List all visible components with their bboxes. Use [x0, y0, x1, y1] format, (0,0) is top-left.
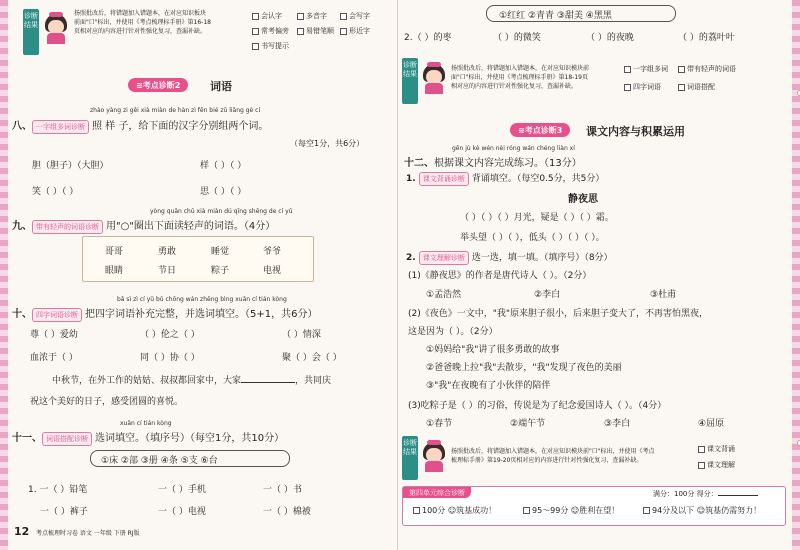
q12-p2-2a: (2)《夜色》一文中，"我"原来胆子很小，后来胆子变大了，不再害怕黑夜，: [408, 309, 709, 319]
right-decorative-border: [792, 0, 800, 550]
page-number: 12: [14, 525, 30, 538]
q10-pinyin: bǎ sì zì cí yǔ bǔ chōng wán zhěng bìng xuǎn cí tián kòng: [117, 296, 287, 303]
q10-sentence-2: 祝这个美好的日子，感受团圆的喜悦。: [30, 397, 184, 407]
option: ②端午节: [510, 419, 546, 429]
checkbox-chang-kao-pian-pang[interactable]: 常考偏旁: [252, 26, 289, 36]
q11-options-box: ①床 ②部 ③册 ④条 ⑤支 ⑥台: [90, 450, 290, 467]
word: 节日: [158, 266, 177, 276]
right-page: [398, 0, 800, 550]
diagnosis-result-tag: 诊断结果: [402, 436, 418, 480]
instruction-text: 扬照批改后，将错题加入错题本，在对应知识模块前 面"口"标出，并使用《考点梳理标手册》第18-19页 相对应的内容进行针对性强化复习，查漏补缺。: [451, 65, 590, 90]
checkbox-yi-cuo-bi-shun[interactable]: 易错笔顺: [297, 26, 334, 36]
unit-banner: 第四单元综合诊断: [403, 487, 471, 498]
smile-icon: ☺: [570, 506, 580, 515]
word: 勇敢: [158, 247, 177, 257]
q10-tag: 四字词语诊断: [32, 308, 82, 322]
q12-p2-2b: 这是因为（ ）。（2分）: [408, 327, 498, 337]
option: ④屈原: [698, 419, 725, 429]
poem-line-1: （ ）（ ）（ ）月光，疑是（ ）（ ）霜。: [460, 213, 614, 223]
q10-line: 十、 四字词语诊断 把四字词语补充完整，并选词填空。（5+1，共6分）: [12, 309, 318, 320]
q12-line: 十二、根据课文内容完成练习。（13分）: [404, 158, 582, 169]
q12-part2-line: 2. 课文理解诊断 选一选，填一填。（填序号）（8分）: [406, 253, 613, 263]
option: ③李白: [604, 419, 631, 429]
q11-tag: 词语搭配诊断: [42, 432, 92, 446]
q8-row1-left: 胆（胆子）（大胆）: [32, 161, 109, 171]
checkbox-hui-xie-zi[interactable]: 会写字: [340, 11, 370, 21]
q10-row1-b: （ ）伦之（ ）: [140, 330, 200, 340]
girl-mascot-icon: [43, 14, 69, 44]
result-tier-95-99[interactable]: 95～99分 ☺ 胜利在望！: [523, 505, 619, 516]
checkbox-ke-wen-bei-song[interactable]: 课文背诵: [698, 444, 735, 454]
q12-part2-tag: 课文理解诊断: [419, 251, 469, 265]
q8-tag: 一字组多词诊断: [32, 120, 89, 134]
q9-word-scroll: [82, 236, 314, 282]
left-decorative-border: [0, 0, 8, 550]
q10-row1-a: 尊（ ）爱幼: [30, 330, 78, 340]
q11-line: 十一、 词语搭配诊断 选词填空。（填序号）（每空1分，共10分）: [12, 433, 285, 444]
option: ①春节: [426, 419, 453, 429]
left-page: [0, 0, 398, 550]
section-title: 词语: [210, 80, 232, 93]
q12-p2-3: (3)吃粽子是（ ）的习俗，传说是为了纪念爱国诗人（ ）。（4分）: [408, 401, 667, 411]
q8-row2-right: 思（ ）（ ）: [200, 187, 247, 197]
girl-mascot-icon: [421, 442, 447, 472]
q12-part1-tag: 课文背诵诊断: [419, 172, 469, 186]
option: ③杜甫: [650, 290, 677, 300]
q8-row1-right: 样（ ）（ ）: [200, 161, 247, 171]
checkbox-yi-zi-zu-duo-ci[interactable]: 一字组多词: [624, 64, 668, 74]
q11-row1-c: 一（ ）书: [263, 485, 302, 495]
option: ②李白: [534, 290, 561, 300]
q10-row2-c: 聚（ ）会（ ）: [282, 353, 342, 363]
q8-score: （每空1分，共6分）: [290, 139, 365, 148]
checkbox-qing-sheng-ci-yu[interactable]: 带有轻声的词语: [678, 64, 736, 74]
checkbox-ci-yu-da-pei[interactable]: 词语搭配: [678, 82, 715, 92]
score-label: 满分：100分 得分：: [653, 489, 758, 499]
q10-sentence-1: 中秋节，在外工作的姑姑、叔叔都回家中，大家 ，共同庆: [52, 376, 332, 386]
q2-d: （ ）的荔叶叶: [678, 33, 735, 43]
q12-p2-1: (1)《静夜思》的作者是唐代诗人（ ）。（2分）: [408, 271, 592, 281]
word: 电视: [263, 266, 282, 276]
q10-row2-b: 同（ ）协（ ）: [140, 353, 200, 363]
q8-pinyin: zhào yàng zi gěi xià miàn de hàn zì fēn bié zǔ liǎng gè cí: [90, 107, 261, 114]
footer-text: 考点梳理时习卷 语文 一年级 下册 RJ版: [36, 530, 140, 537]
q8-line: 八、 一字组多词诊断 照 样 子，给下面的汉字分别组两个词。: [12, 121, 269, 132]
word: 睡觉: [211, 247, 230, 257]
smile-icon: ☺: [447, 506, 457, 515]
instruction-text: 扬照批改后，将错题加入错题本，在对应知识板块 前面"口"标出，并使用《考点梳理标手册》第16-18 页相对应的内容进行针对性强化复习，查漏补缺。: [74, 10, 211, 35]
q12-part1-line: 1. 课文背诵诊断 背诵填空。（每空0.5分，共5分）: [406, 174, 605, 184]
option: ③"我"在夜晚有了小伙伴的陪伴: [426, 381, 551, 391]
q2-c: （ ）的夜晚: [586, 33, 634, 43]
q11-pinyin: xuǎn cí tián kòng: [120, 420, 172, 427]
q11-row2-b: 一（ ）电视: [158, 507, 206, 517]
word: 眼睛: [105, 266, 124, 276]
top-options-box: ①红红 ②青青 ③甜美 ④黑黑: [486, 5, 676, 22]
smile-icon: ☺: [696, 506, 706, 515]
girl-mascot-icon: [421, 64, 447, 94]
poem-line-2: 举头望（ ）（ ），低头（ ）（ ）（ ）。: [460, 233, 605, 243]
poem-title: 静夜思: [568, 194, 598, 205]
option: ②爸爸晚上拉"我"去散步，"我"发现了夜色的美丽: [426, 363, 622, 373]
result-tier-100[interactable]: 100分 ☺ 筑基成功！: [413, 505, 496, 516]
q12-pinyin: gēn jù kè wén nèi róng wán chéng liàn xí: [452, 145, 575, 152]
section-title: 课文内容与积累运用: [586, 125, 685, 138]
word: 哥哥: [105, 247, 124, 257]
q11-row1-b: 一（ ）手机: [158, 485, 206, 495]
unit-diagnosis-panel: [402, 486, 786, 526]
section-banner: ≋考点诊断2: [128, 78, 188, 92]
q10-row1-c: （ ）情深: [282, 330, 321, 340]
option: ①妈妈给"我"讲了很多勇敢的故事: [426, 345, 560, 355]
q2-a: 2.（ ）的枣: [404, 33, 452, 43]
q9-line: 九、 带有轻声的词语诊断 用"○"圈出下面读轻声的词语。（4分）: [12, 221, 276, 232]
checkbox-xing-jin-zi[interactable]: 形近字: [340, 26, 370, 36]
q2-b: （ ）的微笑: [493, 33, 541, 43]
word: 爷爷: [263, 247, 282, 257]
q10-row2-a: 血浓于（ ）: [30, 353, 78, 363]
diagnosis-result-tag: 诊断结果: [402, 58, 418, 104]
q11-row2-a: 一（ ）裤子: [40, 507, 88, 517]
checkbox-ke-wen-li-jie[interactable]: 课文理解: [698, 460, 735, 470]
section-banner: ≋考点诊断3: [510, 123, 570, 137]
checkbox-shu-xie-ti-shi[interactable]: 书写提示: [252, 41, 289, 51]
checkbox-duo-yin-zi[interactable]: 多音字: [297, 11, 327, 21]
q11-row2-c: 一（ ）棉被: [263, 507, 311, 517]
instruction-text: 扬照批改后，将错题加入错题本，在对应知识模块前"口"标出，并使用《考点 梳理标手册》第19-20页相对应的内容进行针对性强化复习，查漏补缺。: [451, 448, 655, 464]
q9-tag: 带有轻声的词语诊断: [32, 220, 103, 234]
word: 粽子: [211, 266, 230, 276]
option: ①孟浩然: [426, 290, 462, 300]
q9-pinyin: yòng quān chū xià miàn dú qīng shēng de cí yǔ: [150, 208, 293, 215]
checkbox-si-zi-ci-yu[interactable]: 四字词语: [624, 82, 661, 92]
q8-row2-left: 笑（ ）（ ）: [32, 187, 79, 197]
diagnosis-result-tag: 诊断结果: [23, 9, 39, 55]
result-tier-94-below[interactable]: 94分及以下 ☺ 筑基仍需努力！: [643, 505, 761, 516]
q11-row1-a: 1. 一（ ）铅笔: [28, 485, 88, 495]
checkbox-hui-ren-zi[interactable]: 会认字: [252, 11, 282, 21]
